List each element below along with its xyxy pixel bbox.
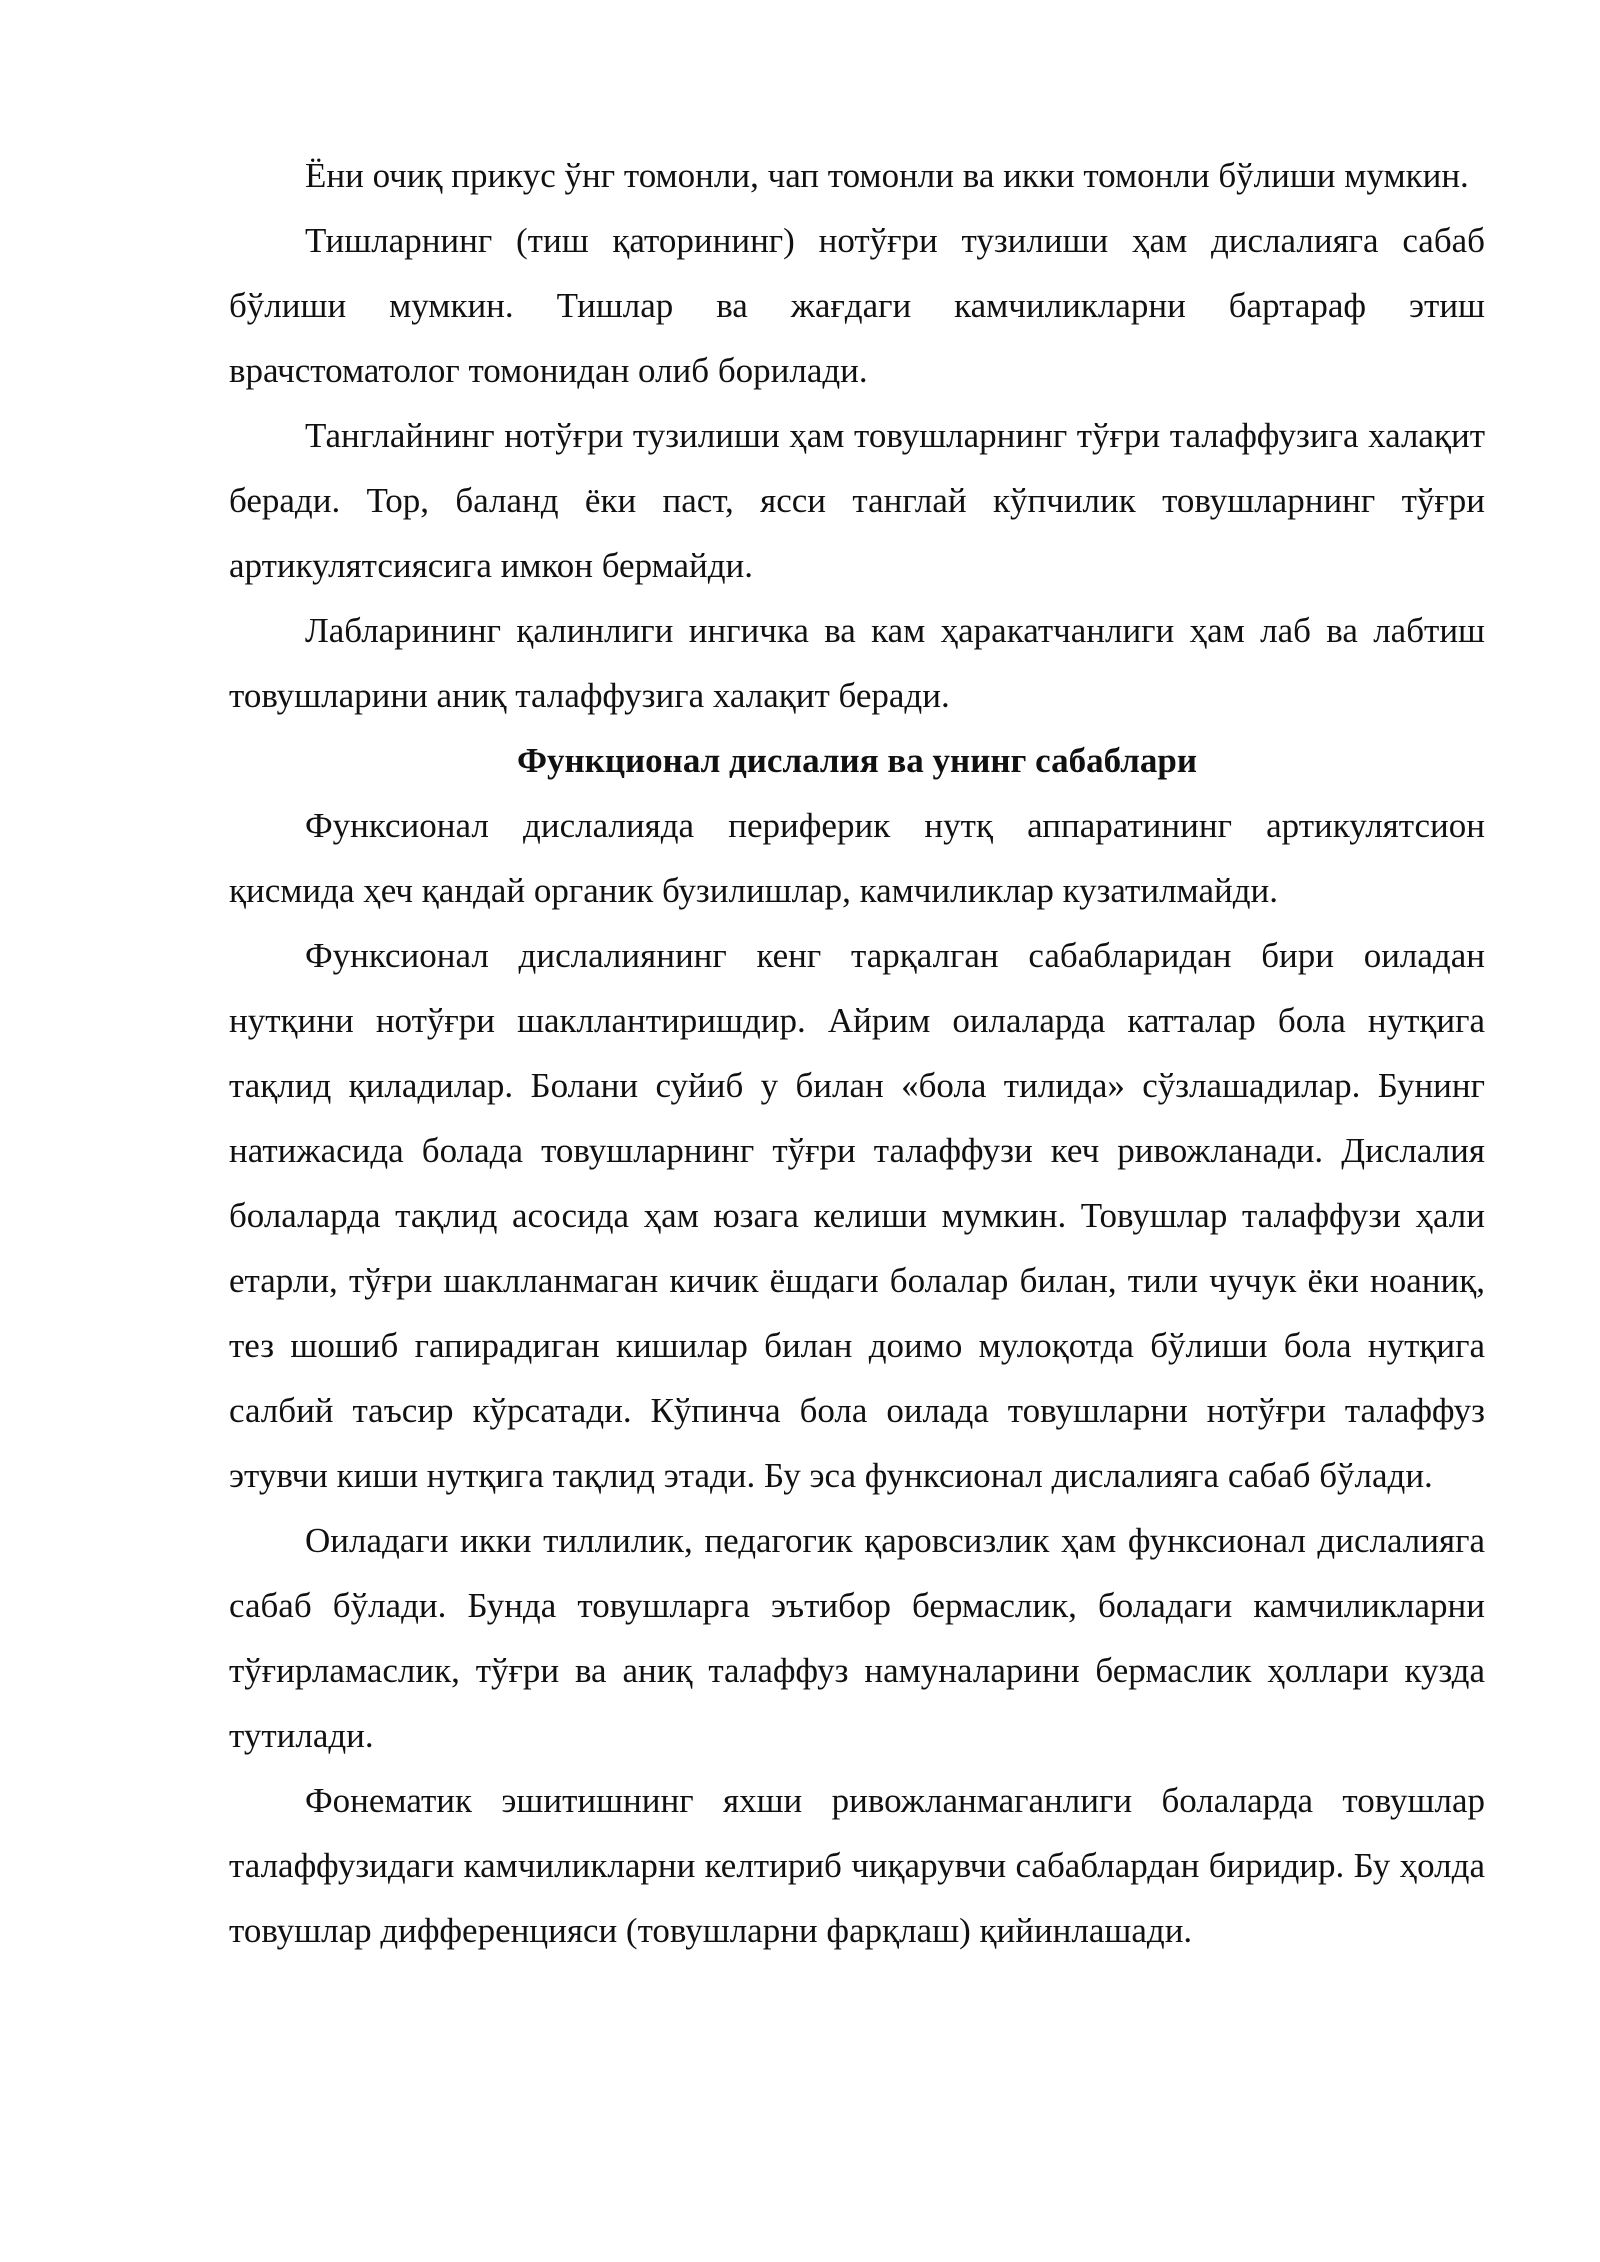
paragraph-lips: Лабларининг қалинлиги ингичка ва кам ҳаракатчанлиги ҳам лаб ва лабтиш товушларини аниқ талаффузига халақит беради. bbox=[229, 611, 1485, 715]
paragraph-functional-intro: Функсионал дислалияда периферик нутқ аппаратининг артикулятсион қисмида ҳеч қандай органик бузилишлар, камчиликлар кузатилмайди. bbox=[229, 806, 1485, 910]
paragraph-bilingualism: Оиладаги икки тиллилик, педагогик қаровсизлик ҳам функсионал дислалияга сабаб бўлади. Бунда товушларга эътибор бермаслик, боладаги камчиликларни тўғирламаслик, тўғри ва аниқ талаффуз намуналарини бермаслик ҳоллари кузда тутилади. bbox=[229, 1521, 1485, 1755]
paragraph-palate: Танглайнинг нотўғри тузилиши ҳам товушларнинг тўғри талаффузига халақит беради. Тор, баланд ёки паст, ясси танглай кўпчилик товушларнинг тўғри артикулятсиясига имкон бермайди. bbox=[229, 416, 1485, 585]
paragraph-functional-causes: Функсионал дислалиянинг кенг тарқалган сабабларидан бири оиладан нутқини нотўғри шакллантиришдир. Айрим оилаларда катталар бола нутқига тақлид қиладилар. Болани суйиб у билан «бола тилида» сўзлашадилар. Бунинг натижасида болада товушларнинг тўғри талаффузи кеч ривожланади. Дислалия болаларда тақлид асосида ҳам юзага келиши мумкин. Товушлар талаффузи ҳали етарли, тўғри шаклланмаган кичик ёшдаги болалар билан, тили чучук ёки ноаниқ, тез шошиб гапирадиган кишилар билан доимо мулоқотда бўлиши бола нутқига салбий таъсир кўрсатади. Кўпинча бола оилада товушларни нотўғри талаффуз этувчи киши нутқига тақлид этади. Бу эса функсионал дислалияга сабаб бўлади. bbox=[229, 936, 1485, 1495]
document-page bbox=[229, 143, 1485, 1963]
paragraph-teeth: Тишларнинг (тиш қаторининг) нотўғри тузилиши ҳам дислалияга сабаб бўлиши мумкин. Тишлар ва жағдаги камчиликларни бартараф этиш врачстоматолог томонидан олиб борилади. bbox=[229, 221, 1485, 390]
paragraph-open-bite: Ёни очиқ прикус ўнг томонли, чап томонли ва икки томонли бўлиши мумкин. bbox=[305, 156, 1469, 195]
paragraph-phonemic-hearing: Фонематик эшитишнинг яхши ривожланмаганлиги болаларда товушлар талаффузидаги камчиликларни келтириб чиқарувчи сабаблардан биридир. Бу ҳолда товушлар дифференцияси (товушларни фарқлаш) қийинлашади. bbox=[229, 1781, 1485, 1950]
section-heading: Функционал дислалия ва унинг сабаблари bbox=[516, 741, 1198, 780]
